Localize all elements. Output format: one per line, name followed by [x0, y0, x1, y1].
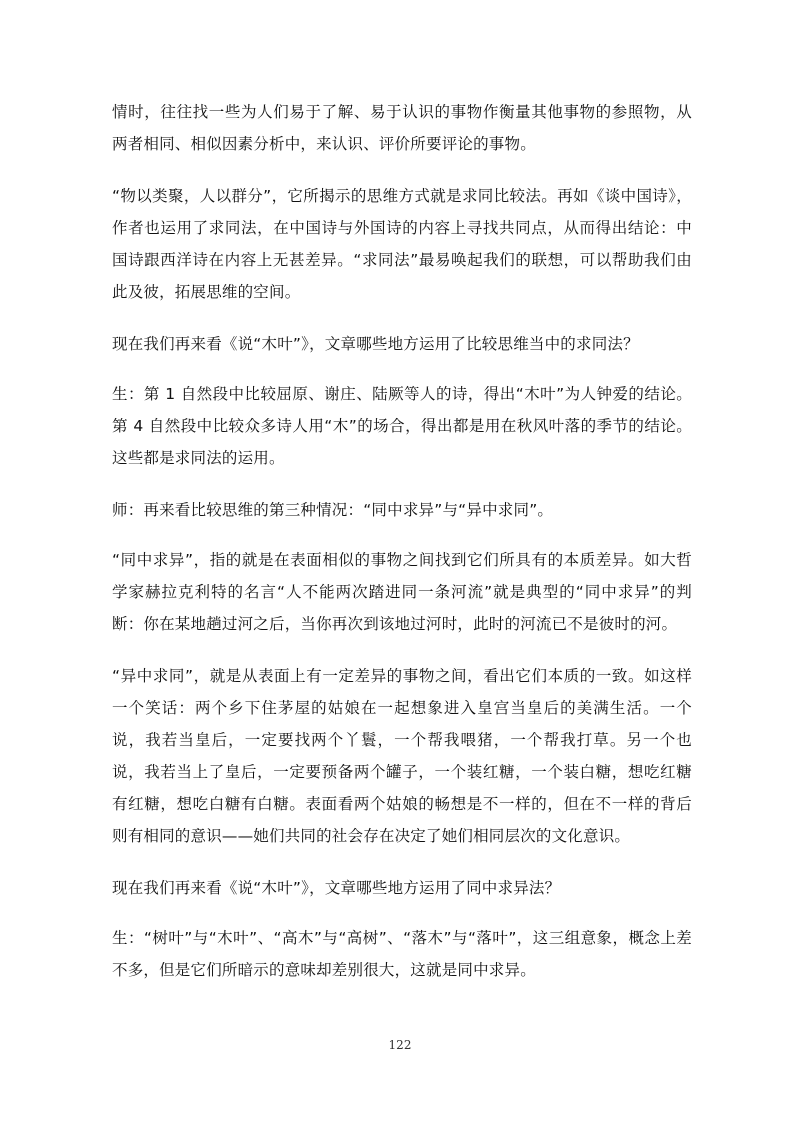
page-body — [112, 96, 692, 1006]
paragraph: 现在我们再来看《说“木叶”》，文章哪些地方运用了比较思维当中的求同法？ — [112, 335, 639, 353]
paragraph: 现在我们再来看《说“木叶”》，文章哪些地方运用了同中求异法？ — [112, 879, 561, 897]
page-number: 122 — [388, 1038, 412, 1052]
paragraph: “异中求同”，就是从表面上有一定差异的事物之间，看出它们本质的一致。如这样一个笑话：两个乡下住茅屋的姑娘在一起想象进入皇宫当皇后的美满生活。一个说，我若当皇后，一定要找两个丫鬟，一个帮我喂猪，一个帮我打草。另一个也说，我若当上了皇后，一定要预备两个罐子，一个装红糖，一个装白糖，想吃红糖有红糖，想吃白糖有白糖。表面看两个姑娘的畅想是不一样的，但在不一样的背后则有相同的意识——她们共同的社会存在决定了她们相同层次的文化意识。 — [112, 667, 692, 845]
paragraph: “物以类聚，人以群分”，它所揭示的思维方式就是求同比较法。再如《谈中国诗》，作者也运用了求同法，在中国诗与外国诗的内容上寻找共同点，从而得出结论：中国诗跟西洋诗在内容上无甚差异。“求同法”最易唤起我们的联想，可以帮助我们由此及彼，拓展思维的空间。 — [112, 187, 692, 301]
paragraph: 生：第 1 自然段中比较屈原、谢庄、陆厥等人的诗，得出“木叶”为人钟爱的结论。第 4 自然段中比较众多诗人用“木”的场合，得出都是用在秋风叶落的季节的结论。这些都是求同法的运用。 — [112, 385, 692, 467]
paragraph: “同中求异”，指的就是在表面相似的事物之间找到它们所具有的本质差异。如大哲学家赫拉克利特的名言“人不能两次踏进同一条河流”就是典型的“同中求异”的判断：你在某地趟过河之后，当你再次到该地过河时，此时的河流已不是彼时的河。 — [112, 551, 692, 633]
paragraph: 情时，往往找一些为人们易于了解、易于认识的事物作衡量其他事物的参照物，从两者相同、相似因素分析中，来认识、评价所要评论的事物。 — [112, 103, 692, 153]
paragraph: 生：“树叶”与“木叶”、“高木”与“高树”、“落木”与“落叶”，这三组意象，概念上差不多，但是它们所暗示的意味却差别很大，这就是同中求异。 — [112, 929, 692, 979]
paragraph: 师：再来看比较思维的第三种情况：“同中求异”与“异中求同”。 — [112, 501, 554, 519]
